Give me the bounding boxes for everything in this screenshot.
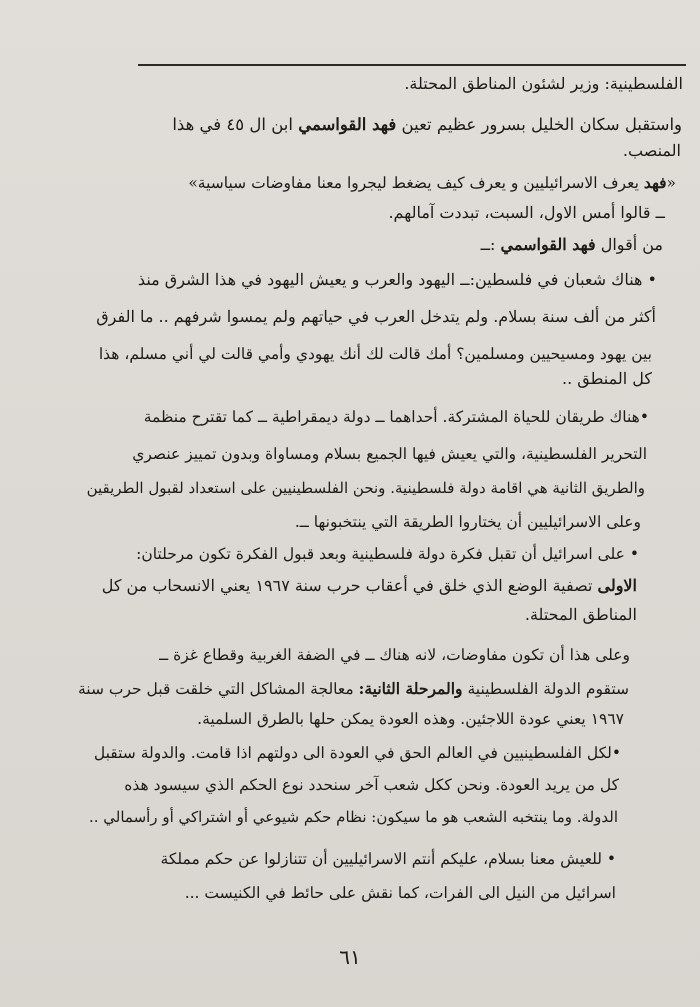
text-line — [623, 140, 681, 162]
text-segment: أكثر من ألف سنة بسلام. ولم يتدخل العرب في حياتهم ولم يمسوا شرفهم .. ما الفرق — [96, 307, 656, 326]
bold-text-segment: فهد القواسمي — [298, 115, 397, 134]
text-segment: ــ قالوا أمس الاول، السبت، تبددت آمالهم. — [388, 203, 665, 222]
text-line — [99, 343, 652, 365]
bold-text-segment: الاولى — [597, 576, 637, 595]
text-segment: تصفية الوضع الذي خلق في أعقاب حرب سنة ١٩٦٧ يعني الانسحاب من كل — [101, 576, 598, 595]
text-line — [144, 406, 649, 428]
text-segment: ابن ال ٤٥ في هذا — [172, 115, 299, 134]
text-line — [295, 511, 641, 533]
header-rule — [138, 64, 686, 66]
text-segment: كل من يريد العودة. ونحن ككل شعب آخر سنحدد نوع الحكم الذي سيسود هذه — [124, 776, 619, 794]
text-line — [159, 644, 630, 666]
text-segment: وعلى الاسرائيليين أن يختاروا الطريقة التي ينتخبونها ــ. — [294, 513, 641, 531]
text-segment: المنصب. — [622, 141, 681, 160]
text-segment: الدولة. وما ينتخبه الشعب هو ما سيكون: نظام حكم شيوعي أو اشتراكي أو رأسمالي .. — [88, 808, 618, 826]
text-line — [481, 234, 663, 256]
text-line — [525, 604, 637, 626]
text-segment: •هناك طريقان للحياة المشتركة. أحداهما ــ دولة ديمقراطية ــ كما تقترح منظمة — [143, 408, 649, 426]
text-segment: وعلى هذا أن تكون مفاوضات، لانه هناك ــ في الضفة الغربية وقطاع غزة ــ — [159, 646, 630, 664]
text-segment: بين يهود ومسيحيين ومسلمين؟ أمك قالت لك أنك يهودي وأمي قالت لي أني مسلم، هذا — [98, 345, 652, 363]
text-line — [132, 443, 647, 465]
text-segment: :ــ — [480, 235, 501, 254]
text-line — [136, 543, 639, 565]
text-segment: التحرير الفلسطينية، والتي يعيش فيها الجميع بسلام ومساواة وبدون تمييز عنصري — [132, 445, 647, 463]
text-segment: والطريق الثانية هي اقامة دولة فلسطينية. ونحن الفلسطينيين على استعداد لقبول الطريقين — [86, 479, 645, 497]
text-segment: من أقوال — [595, 235, 663, 254]
text-segment: •لكل الفلسطينيين في العالم الحق في العودة الى دولتهم اذا قامت. والدولة ستقبل — [93, 744, 621, 762]
text-segment: « — [666, 174, 676, 192]
text-line — [89, 806, 618, 828]
text-segment: الفلسطينية: وزير لشئون المناطق المحتلة. — [404, 74, 683, 93]
text-line — [188, 172, 676, 194]
bold-text-segment: فهد القواسمي — [500, 235, 596, 254]
text-segment: ١٩٦٧ يعني عودة اللاجئين. وهذه العودة يمكن حلها بالطرق السلمية. — [197, 710, 624, 728]
text-line — [185, 882, 616, 904]
text-line — [172, 114, 682, 136]
bold-text-segment: فهد — [643, 173, 667, 192]
text-segment: المناطق المحتلة. — [524, 605, 637, 624]
text-line — [404, 73, 683, 95]
text-line — [94, 742, 621, 764]
text-segment: واستقبل سكان الخليل بسرور عظيم تعين — [396, 115, 682, 134]
page-number: ٦١ — [339, 945, 361, 969]
text-line — [124, 774, 619, 796]
text-segment: يعرف الاسرائيليين و يعرف كيف يضغط ليجروا معنا مفاوضات سياسية» — [188, 174, 644, 192]
text-line — [388, 202, 665, 224]
text-line — [161, 848, 616, 870]
text-line — [197, 708, 624, 730]
text-line — [78, 678, 629, 700]
text-segment: اسرائيل من النيل الى الفرات، كما نقش على حائط في الكنيست ... — [184, 884, 616, 902]
text-segment: معالجة المشاكل التي خلقت قبل حرب سنة — [78, 680, 359, 698]
text-segment: • للعيش معنا بسلام، عليكم أنتم الاسرائيليين أن تتنازلوا عن حكم مملكة — [160, 850, 616, 868]
text-line — [138, 269, 657, 291]
text-line — [96, 306, 656, 328]
text-line — [87, 477, 645, 499]
text-segment: • هناك شعبان في فلسطين:ــ اليهود والعرب و يعيش اليهود في هذا الشرق منذ — [137, 270, 657, 289]
bold-text-segment: والمرحلة الثانية: — [358, 679, 463, 698]
text-segment: • على اسرائيل أن تقبل فكرة دولة فلسطينية وبعد قبول الفكرة تكون مرحلتان: — [136, 545, 639, 563]
text-line — [102, 575, 637, 597]
text-segment: كل المنطق .. — [562, 369, 652, 388]
text-line — [562, 368, 652, 390]
text-segment: ستقوم الدولة الفلسطينية — [462, 680, 629, 698]
